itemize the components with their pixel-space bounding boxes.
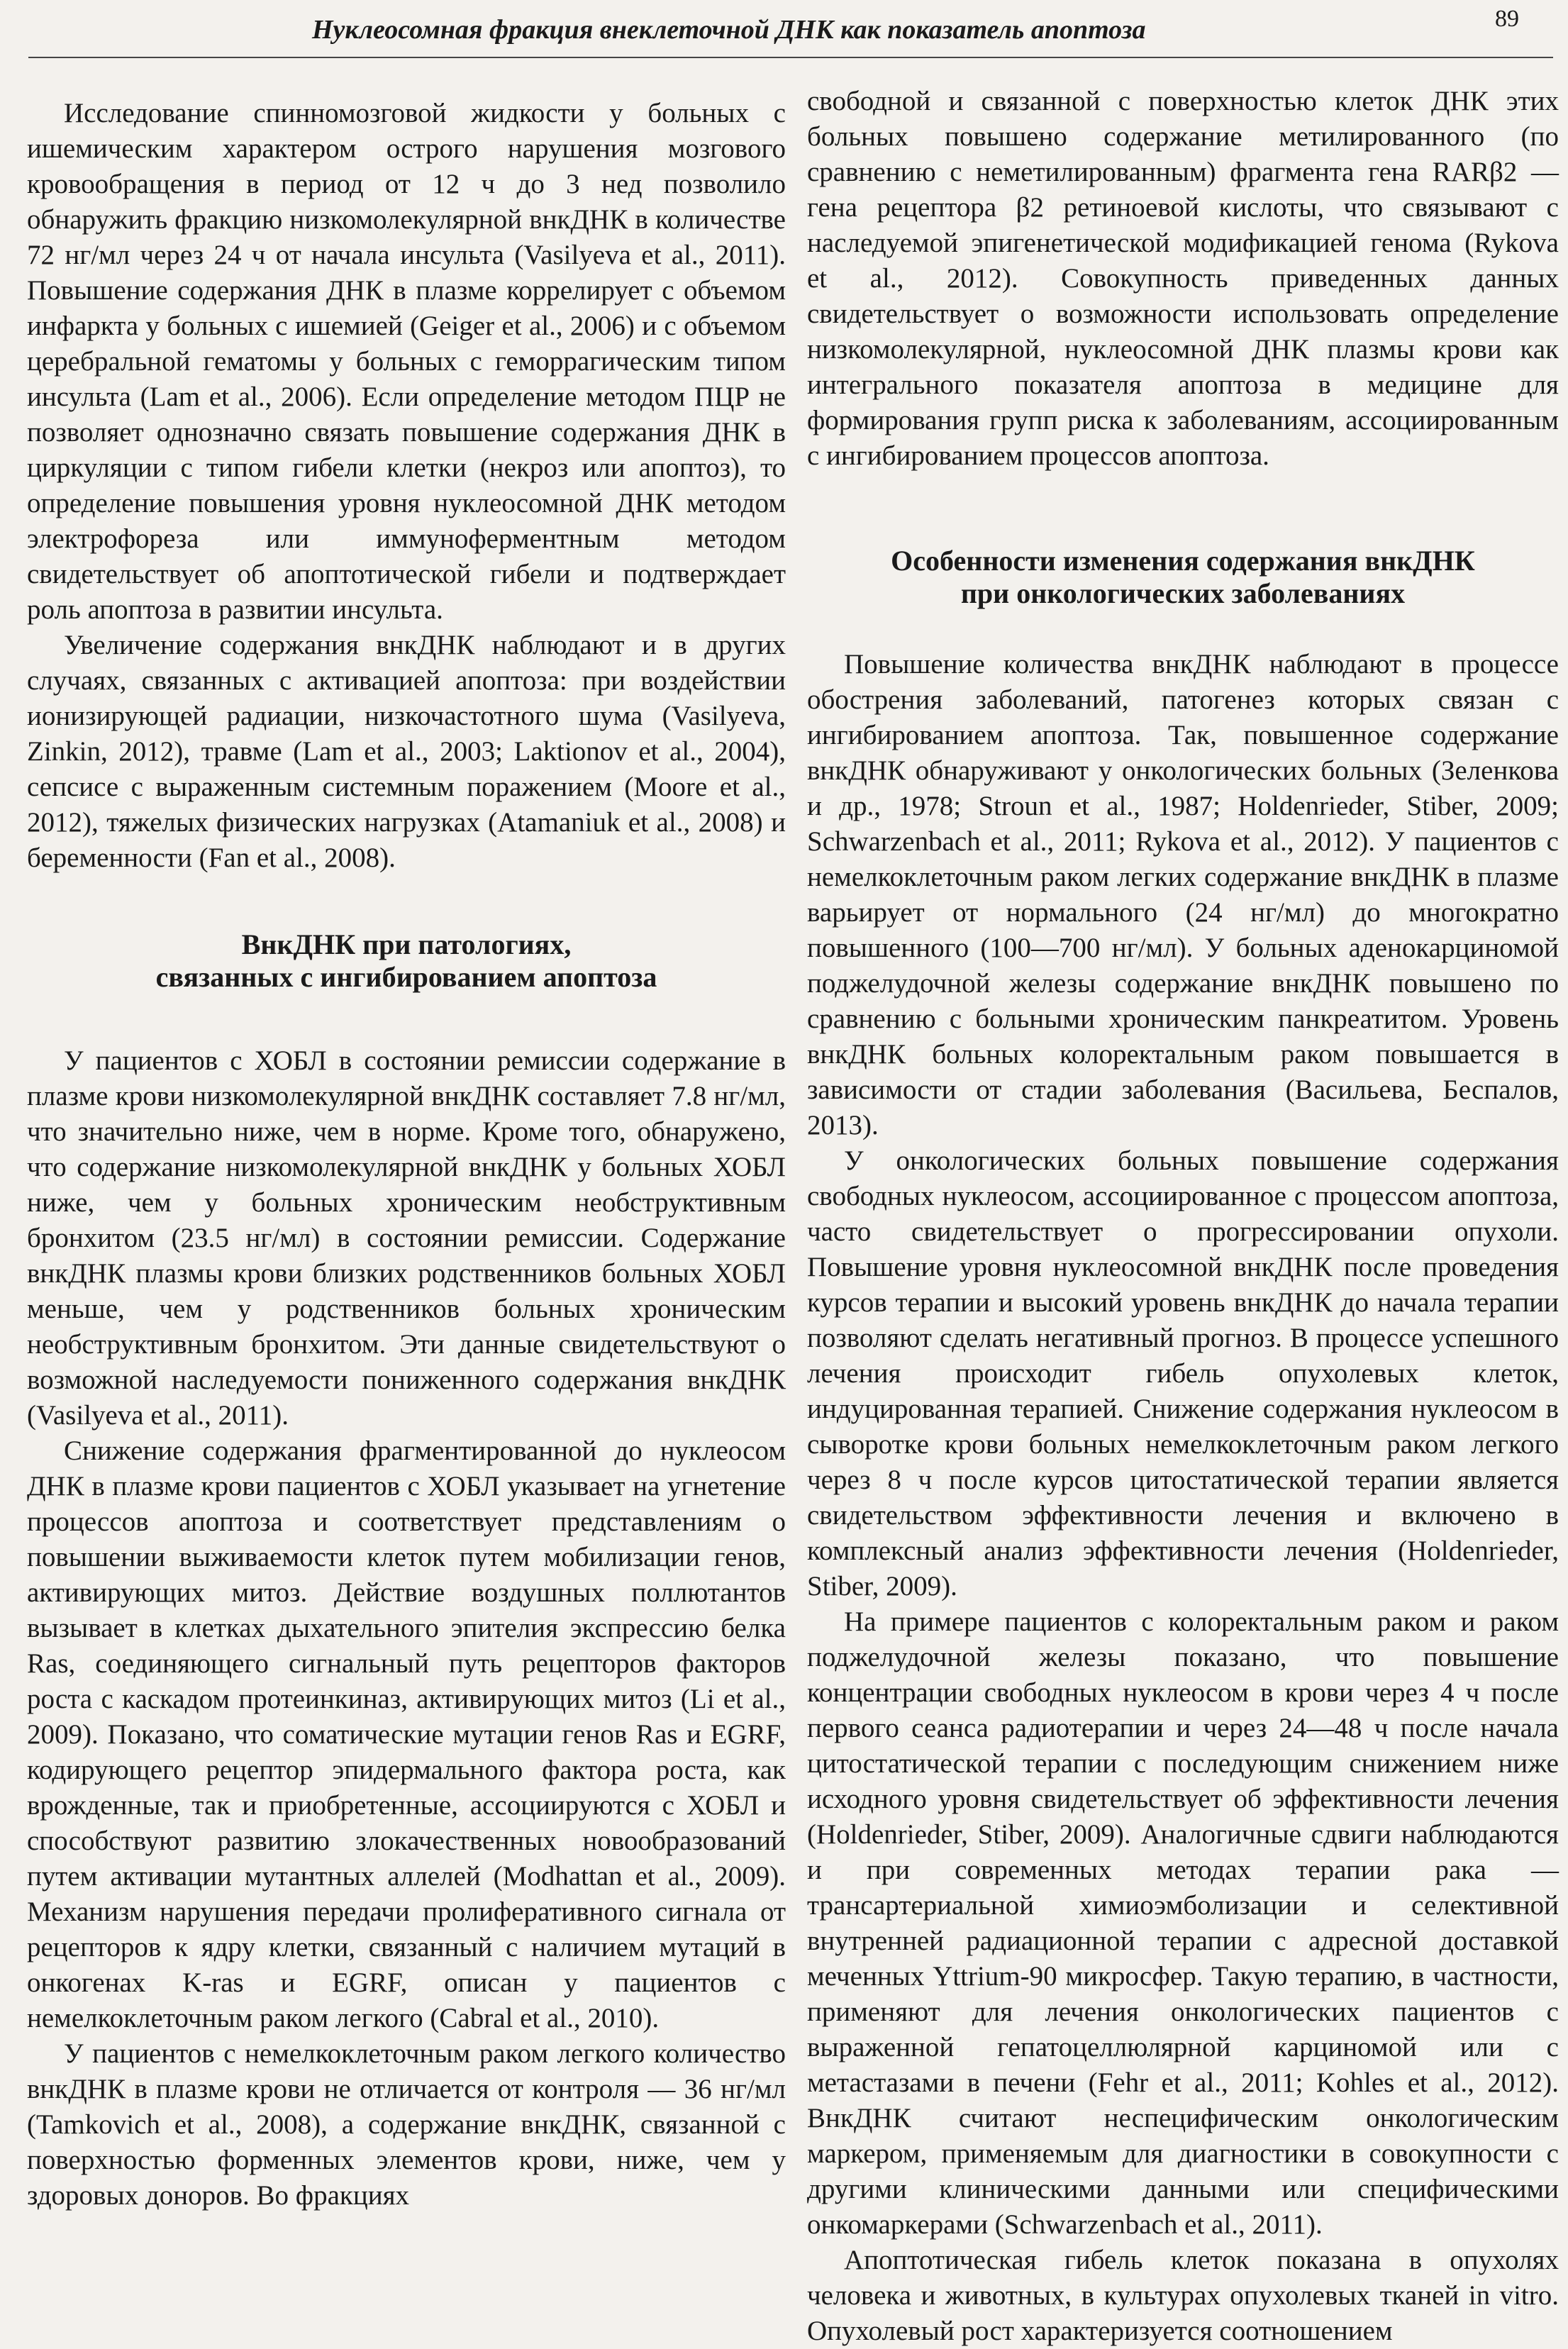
paragraph: На примере пациентов с колоректальным раком и раком поджелудочной железы показано, что повышение концентрации свободных нуклеосом в крови через 4 ч после первого сеанса радиотерапии и через 24—48 ч после начала цитостатической терапии с последующим снижением ниже исходного уровня свидетельствует об эффективности лечения (Holdenrieder, Stiber, 2009). Аналогичные сдвиги наблюдаются и при современных методах терапии рака — трансартериальной химиоэмболизации и селективной внутренней радиационной терапии с адресной доставкой меченных Yttrium-90 микросфер. Такую терапию, в частности, применяют для лечения онкологических пациентов с выраженной гепатоцеллюлярной карциномой или с метастазами в печени (Fehr et al., 2011; Kohles et al., 2012). ВнкДНК считают неспецифическим онкологическим маркером, применяемым для диагностики в совокупности с другими клиническими данными или специфическими онкомаркерами (Schwarzenbach et al., 2011). [807,1606,1559,2240]
paragraph: Снижение содержания фрагментированной до нуклеосом ДНК в плазме крови пациентов с ХОБЛ указывает на угнетение процессов апоптоза и соответствует представлениям о повышении выживаемости клеток путем мобилизации генов, активирующих митоз. Действие воздушных поллютантов вызывает в клетках дыхательного эпителия экспрессию белка Ras, соединяющего сигнальный путь рецепторов факторов роста с каскадом протеинкиназ, активирующих митоз (Li et al., 2009). Показано, что соматические мутации генов Ras и EGRF, кодирующего рецептор эпидермального фактора роста, как врожденные, так и приобретенные, ассоциируются с ХОБЛ и способствуют развитию злокачественных новообразований путем активации мутантных аллелей (Modhattan et al., 2009). Механизм нарушения передачи пролиферативного сигнала от рецепторов к ядру клетки, связанный с наличием мутаций в онкогенах K-ras и EGRF, описан у пациентов с немелкоклеточным раком легкого (Cabral et al., 2010). [27,1436,786,2033]
paragraph: Повышение количества внкДНК наблюдают в процессе обострения заболеваний, патогенез которых связан с ингибированием апоптоза. Так, повышенное содержание внкДНК обнаруживают у онкологических больных (Зеленкова и др., 1978; Stroun et al., 1987; Holdenrieder, Stiber, 2009; Schwarzenbach et al., 2011; Rykova et al., 2012). У пациентов с немелкоклеточным раком легких содержание внкДНК в плазме варьирует от нормального (24 нг/мл) до многократно повышенного (100—700 нг/мл). У больных аденокарциномой поджелудочной железы содержание внкДНК повышено по сравнению с больными хроническим панкреатитом. Уровень внкДНК больных колоректальным раком повышается в зависимости от стадии заболевания (Васильева, Беспалов, 2013). [807,649,1559,1140]
running-title: Нуклеосомная фракция внеклеточной ДНК как показатель апоптоза [312,15,1146,45]
header-rule [28,57,1553,58]
section-heading [27,928,786,994]
section-heading-line: Особенности изменения содержания внкДНК [891,545,1475,577]
section-heading-line: связанных с ингибированием апоптоза [155,961,657,993]
section-heading [807,545,1559,610]
paragraph: У онкологических больных повышение содержания свободных нуклеосом, ассоциированное с процессом апоптоза, часто свидетельствует о прогрессировании опухоли. Повышение уровня нуклеосомной внкДНК после проведения курсов терапии и высокий уровень внкДНК до начала терапии позволяют сделать негативный прогноз. В процессе успешного лечения происходит гибель опухолевых клеток, индуцированная терапией. Снижение содержания нуклеосом в сыворотке крови больных немелкоклеточным раком легкого через 8 ч после курсов цитостатической терапии является свидетельством эффективности лечения и включено в комплексный анализ эффективности лечения (Holdenrieder, Stiber, 2009). [807,1145,1559,1601]
paragraph: свободной и связанной с поверхностью клеток ДНК этих больных повышено содержание метилированного (по сравнению с неметилированным) фрагмента гена RARβ2 — гена рецептора β2 ретиноевой кислоты, что связывают с наследуемой эпигенетической модификацией генома (Rykova et al., 2012). Совокупность приведенных данных свидетельствует о возможности использовать определение низкомолекулярной, нуклеосомной ДНК плазмы крови как интегрального показателя апоптоза в медицине для формирования групп риска к заболеваниям, ассоциированным с ингибированием процессов апоптоза. [807,86,1559,471]
left-column [27,96,786,2214]
section-heading-line: ВнкДНК при патологиях, [241,928,572,960]
paragraph: Апоптотическая гибель клеток показана в опухолях человека и животных, в культурах опухолевых тканей in vitro. Опухолевый рост характеризуется соотношением [807,2245,1559,2346]
right-column [807,84,1559,2349]
paragraph: Увеличение содержания внкДНК наблюдают и в других случаях, связанных с активацией апоптоза: при воздействии ионизирующей радиации, низкочастотного шума (Vasilyeva, Zinkin, 2012), травме (Lam et al., 2003; Laktionov et al., 2004), сепсисе с выраженным системным поражением (Moore et al., 2012), тяжелых физических нагрузках (Atamaniuk et al., 2008) и беременности (Fan et al., 2008). [27,630,786,873]
paragraph: У пациентов с немелкоклеточным раком легкого количество внкДНК в плазме крови не отличается от контроля — 36 нг/мл (Tamkovich et al., 2008), а содержание внкДНК, связанной с поверхностью форменных элементов крови, ниже, чем у здоровых доноров. Во фракциях [27,2038,786,2211]
section-heading-line: при онкологических заболеваниях [960,577,1406,609]
paragraph: У пациентов с ХОБЛ в состоянии ремиссии содержание в плазме крови низкомолекулярной внкДНК составляет 7.8 нг/мл, что значительно ниже, чем в норме. Кроме того, обнаружено, что содержание низкомолекулярной внкДНК у больных ХОБЛ ниже, чем у больных хроническим необструктивным бронхитом (23.5 нг/мл) в состоянии ремиссии. Содержание внкДНК плазмы крови близких родственников больных ХОБЛ меньше, чем у родственников больных хроническим необструктивным бронхитом. Эти данные свидетельствуют о возможной наследуемости пониженного содержания внкДНК (Vasilyeva et al., 2011). [27,1045,786,1431]
page-number: 89 [1495,6,1519,32]
paragraph: Исследование спинномозговой жидкости у больных с ишемическим характером острого нарушения мозгового кровообращения в период от 12 ч до 3 нед позволило обнаружить фракцию низкомолекулярной внкДНК в количестве 72 нг/мл через 24 ч от начала инсульта (Vasilyeva et al., 2011). Повышение содержания ДНК в плазме коррелирует с объемом инфаркта у больных с ишемией (Geiger et al., 2006) и с объемом церебральной гематомы у больных с геморрагическим типом инсульта (Lam et al., 2006). Если определение методом ПЦР не позволяет однозначно связать повышение содержания ДНК в циркуляции с типом гибели клетки (некроз или апоптоз), то определение повышения уровня нуклеосомной ДНК методом электрофореза или иммуноферментным методом свидетельствует об апоптотической гибели и подтверждает роль апоптоза в развитии инсульта. [27,98,786,625]
